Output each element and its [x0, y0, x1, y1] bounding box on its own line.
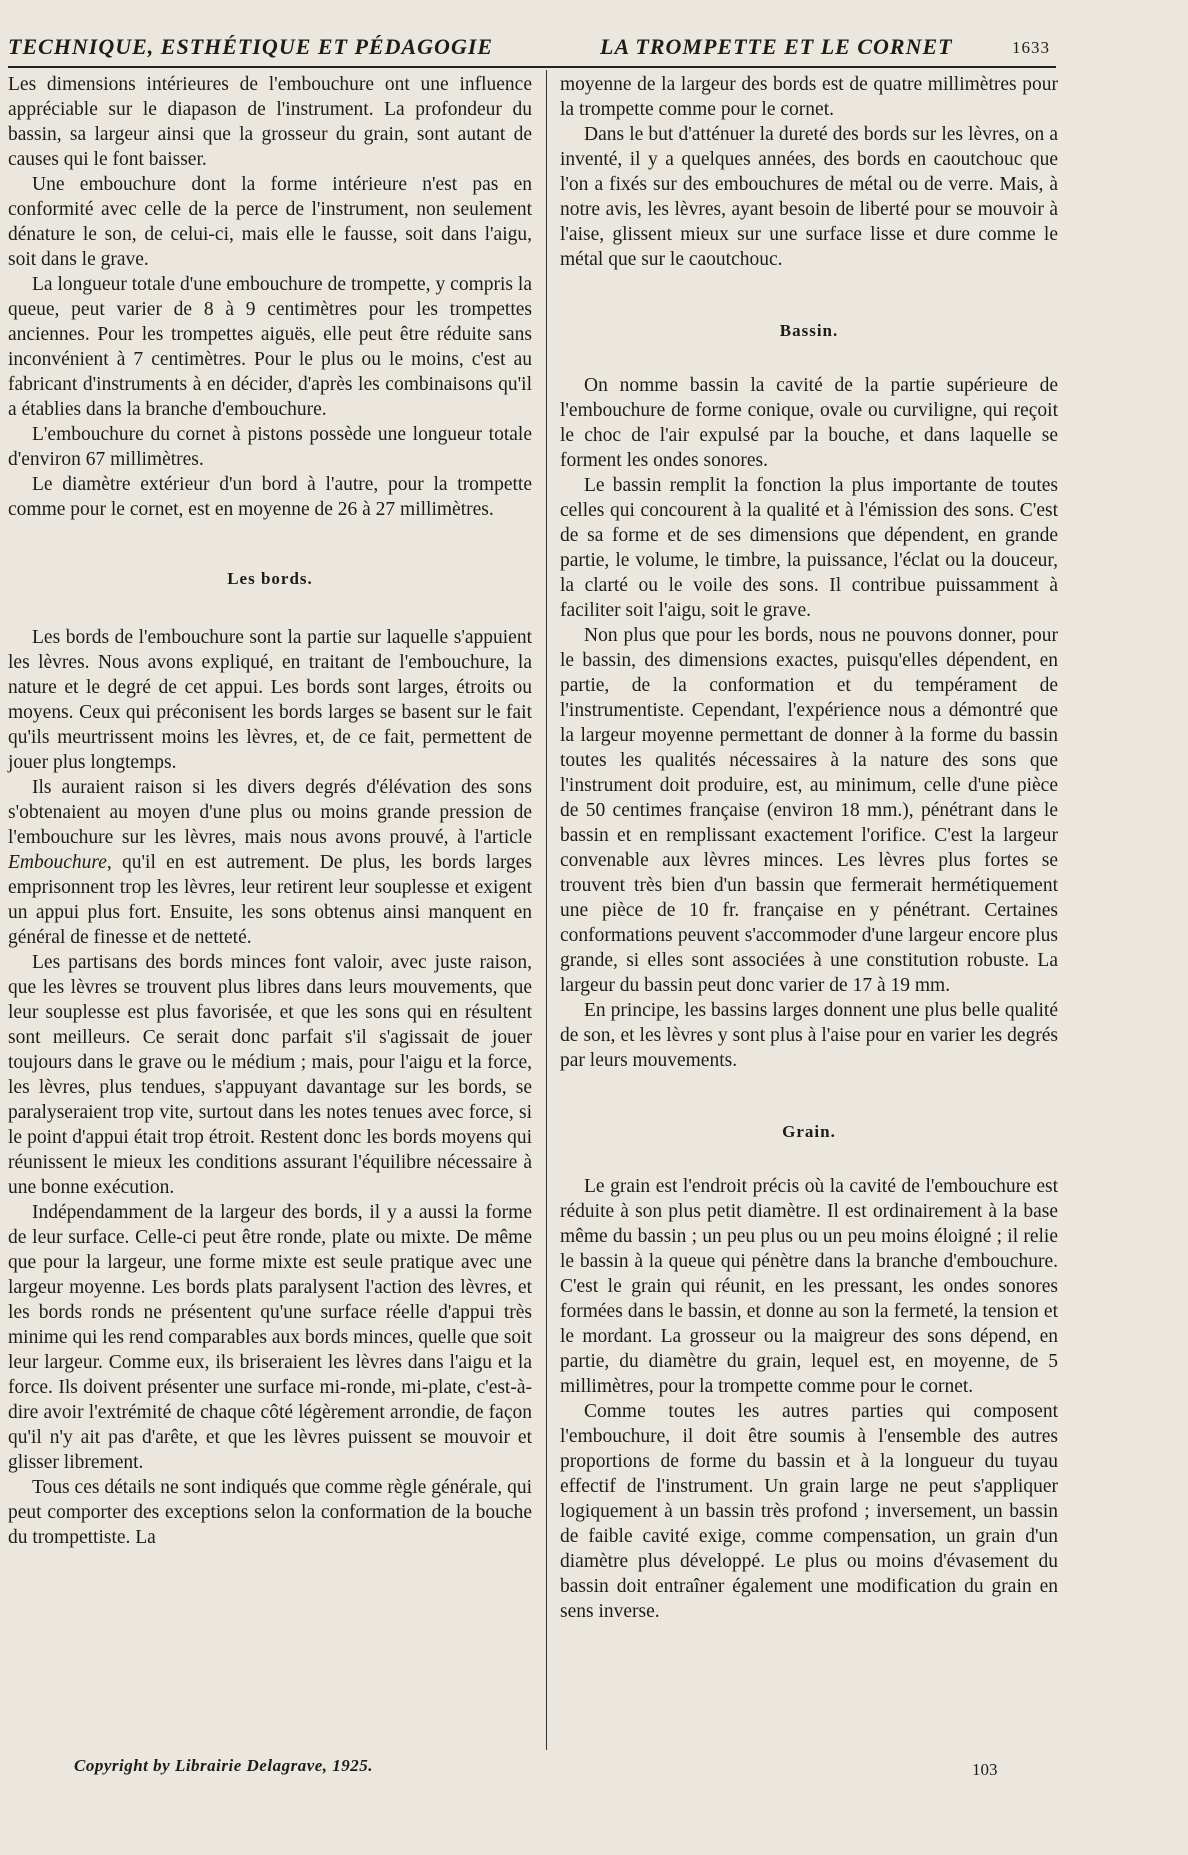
header-section-title: TECHNIQUE, ESTHÉTIQUE ET PÉDAGOGIE: [8, 34, 494, 59]
paragraph: Les partisans des bords minces font valoir, avec juste raison, que les lèvres se trouvent plus libres dans leurs mouvements, que leur souplesse est plus favorisée, et que les sons qui en résultent sont meilleurs. Ce serait donc parfait s'il s'agissait de jouer toujours dans le grave ou le médium ; mais, pour l'aigu et la force, les lèvres, plus tendues, s'appuyant davantage sur les bords, se paralyseraient trop vite, surtout dans les notes tenues avec force, si le point d'appui était trop étroit. Restent donc les bords moyens qui réunissent le mieux les conditions assurant l'équilibre nécessaire à une bonne exécution.: [8, 952, 532, 1198]
section-heading-bords: Les bords.: [227, 569, 313, 588]
section-heading-bassin: Bassin.: [779, 321, 839, 340]
header-page-number: 1633: [1012, 38, 1050, 57]
paragraph: Dans le but d'atténuer la dureté des bords sur les lèvres, on a inventé, il y a quelques années, des bords en caoutchouc que l'on a fixés sur des embouchures de métal ou de verre. Mais, à notre avis, les lèvres, ayant besoin de liberté pour se mouvoir à l'aise, glissent mieux sur une surface lisse et dure comme le métal que sur le caoutchouc.: [560, 124, 1058, 270]
section-heading-grain: Grain.: [782, 1122, 836, 1141]
right-column: [560, 72, 1058, 1624]
article-reference: Embouchure: [8, 852, 107, 873]
paragraph: On nomme bassin la cavité de la partie supérieure de l'embouchure de forme conique, ovale ou curviligne, qui reçoit le choc de l'air expulsé par la bouche, et dans laquelle se forment les ondes sonores.: [560, 375, 1058, 471]
paragraph: L'embouchure du cornet à pistons possède une longueur totale d'environ 67 millimètres.: [8, 424, 532, 470]
left-column: [8, 72, 532, 1550]
paragraph: Tous ces détails ne sont indiqués que comme règle générale, qui peut comporter des exceptions selon la conformation de la bouche du trompettiste. La: [8, 1477, 532, 1548]
running-header: [8, 30, 1056, 68]
copyright-notice: Copyright by Librairie Delagrave, 1925.: [74, 1756, 374, 1775]
paragraph: [8, 775, 532, 950]
paragraph: La longueur totale d'une embouchure de trompette, y compris la queue, peut varier de 8 à 9 centimètres pour les trompettes anciennes. Pour les trompettes aiguës, elle peut être réduite sans inconvénient à 7 centimètres. Pour le plus ou le moins, c'est au fabricant d'instruments à en décider, d'après les combinaisons qu'il a établies dans la branche d'embouchure.: [8, 274, 532, 420]
paragraph: Non plus que pour les bords, nous ne pouvons donner, pour le bassin, des dimensions exactes, puisqu'elles dépendent, en partie, de la conformation et du tempérament de l'instrumentiste. Cependant, l'expérience nous a démontré que la largeur moyenne permettant de donner à la forme du bassin toutes les qualités nécessaires à la nature des sons que l'instrument doit produire, est, au minimum, celle d'une pièce de 50 centimes française (environ 18 mm.), pénétrant dans le bassin et en remplissant exactement l'orifice. C'est la largeur convenable aux lèvres minces. Les lèvres plus fortes se trouvent très bien d'un bassin que fermerait hermétiquement une pièce de 10 fr. française en y pénétrant. Certaines conformations peuvent s'accommoder d'une largeur encore plus grande, si elles sont associées à une constitution robuste. La largeur du bassin peut donc varier de 17 à 19 mm.: [560, 625, 1058, 996]
paragraph: En principe, les bassins larges donnent une plus belle qualité de son, et les lèvres y sont plus à l'aise pour en varier les degrés par leurs mouvements.: [560, 1000, 1058, 1071]
paragraph: Indépendamment de la largeur des bords, il y a aussi la forme de leur surface. Celle-ci peut être ronde, plate ou mixte. De même que pour la largeur, une forme mixte est seule pratique avec une largeur moyenne. Les bords plats paralysent l'action des lèvres, et les bords ronds ne présentent qu'une surface réelle d'appui très minime qui les rend comparables aux bords minces, quelle que soit leur largeur. Comme eux, ils briseraient les lèvres dans l'aigu et la force. Ils doivent présenter une surface mi-ronde, mi-plate, c'est-à-dire avoir l'extrémité de chaque côté légèrement arrondie, de façon qu'il n'y ait pas d'arête, et que les lèvres puissent se mouvoir et glisser librement.: [8, 1202, 532, 1473]
paragraph: Comme toutes les autres parties qui composent l'embouchure, il doit être soumis à l'ensemble des autres proportions de forme du bassin et à la longueur du tuyau effectif de l'instrument. Un grain large ne peut s'appliquer logiquement à un bassin très profond ; inversement, un bassin de faible cavité exige, comme compensation, un grain d'un diamètre plus développé. Le plus ou moins d'évasement du bassin doit entraîner également une modification du grain en sens inverse.: [560, 1401, 1058, 1622]
paragraph: Les bords de l'embouchure sont la partie sur laquelle s'appuient les lèvres. Nous avons expliqué, en traitant de l'embouchure, la nature et le degré de cet appui. Les bords sont larges, étroits ou moyens. Ceux qui préconisent les bords larges se basent sur le fait qu'ils meurtrissent moins les lèvres, et, de ce fait, permettent de jouer plus longtemps.: [8, 627, 532, 773]
paragraph: Le grain est l'endroit précis où la cavité de l'embouchure est réduite à son plus petit diamètre. Il est ordinairement à la base même du bassin ; un peu plus ou un peu moins éloigné ; il relie le bassin à la queue qui pénètre dans la branche d'embouchure. C'est le grain qui réunit, en les pressant, les ondes sonores formées dans le bassin, et donne au son la fermeté, la tension et le mordant. La grosseur ou la maigreur des sons dépend, en partie, du diamètre du grain, lequel est, en moyenne, de 5 millimètres, pour la trompette comme pour le cornet.: [560, 1176, 1058, 1397]
paragraph: Le bassin remplit la fonction la plus importante de toutes celles qui concourent à la qualité et à l'émission des sons. C'est de sa forme et de ses dimensions que dépendent, en grande partie, le volume, le timbre, la puissance, l'éclat ou la douceur, la clarté ou le voile des sons. Il contribue puissamment à faciliter soit l'aigu, soit le grave.: [560, 475, 1058, 621]
paragraph: Une embouchure dont la forme intérieure n'est pas en conformité avec celle de la perce de l'instrument, non seulement dénature le son, de celui-ci, mais elle le fausse, soit dans l'aigu, soit dans le grave.: [8, 174, 532, 270]
column-divider: [546, 70, 547, 1750]
header-chapter-title: LA TROMPETTE ET LE CORNET: [600, 34, 953, 59]
paragraph: moyenne de la largeur des bords est de quatre millimètres pour la trompette comme pour le cornet.: [560, 74, 1058, 120]
paragraph: Le diamètre extérieur d'un bord à l'autre, pour la trompette comme pour le cornet, est en moyenne de 26 à 27 millimètres.: [8, 474, 532, 520]
paragraph: Les dimensions intérieures de l'embouchure ont une influence appréciable sur le diapason de l'instrument. La profondeur du bassin, sa largeur ainsi que la grosseur du grain, sont autant de causes qui le font baisser.: [8, 74, 532, 170]
text-run: , qu'il en est autrement. De plus, les bords larges emprisonnent trop les lèvres, leur retirent leur souplesse et exigent un appui plus fort. Ensuite, les sons obtenus ainsi manquent en général de finesse et de netteté.: [8, 852, 532, 948]
footer-page-number: 103: [972, 1760, 998, 1779]
text-run: Ils auraient raison si les divers degrés d'élévation des sons s'obtenaient au moyen d'une plus ou moins grande pression de l'embouchure sur les lèvres, mais nous avons prouvé, à l'article: [8, 777, 532, 848]
